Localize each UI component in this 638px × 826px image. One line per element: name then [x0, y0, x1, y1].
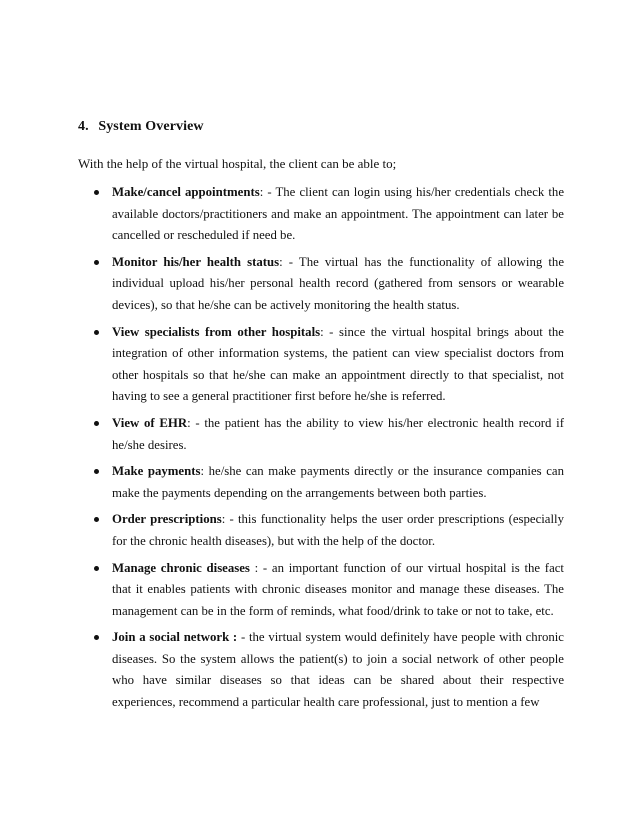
bullet-icon	[94, 330, 99, 335]
bullet-icon	[94, 260, 99, 265]
list-item	[78, 252, 564, 317]
bullet-icon	[94, 517, 99, 522]
list-item	[78, 461, 564, 504]
item-term: Make/cancel appointments	[112, 185, 260, 199]
item-text: : he/she can make payments directly or the insurance companies can make the payments depending on the arrangements between both parties.	[112, 464, 564, 500]
feature-list	[78, 182, 564, 719]
item-term: Manage chronic diseases	[112, 560, 250, 575]
bullet-icon	[94, 421, 99, 426]
item-term: View of EHR	[112, 415, 188, 430]
bullet-icon	[94, 469, 99, 474]
bullet-icon	[94, 566, 99, 571]
list-item	[78, 322, 564, 408]
list-item	[78, 182, 564, 247]
bullet-icon	[94, 190, 99, 195]
item-term: Make payments	[112, 464, 201, 479]
list-item	[78, 509, 564, 552]
list-item	[78, 627, 564, 713]
item-term: Order prescriptions	[112, 512, 222, 527]
item-text: : - this functionality helps the user order prescriptions (especially for the chronic health diseases), but with the help of the doctor.	[112, 512, 564, 548]
item-term: View specialists from other hospitals	[112, 324, 321, 339]
item-text: : - the patient has the ability to view his/her electronic health record if he/she desires.	[112, 415, 564, 452]
bullet-icon	[94, 635, 99, 640]
item-text: : - The client can login using his/her credentials check the available doctors/practitioners and make an appointment. The appointment can later be cancelled or rescheduled if need be.	[112, 185, 564, 243]
item-term: Monitor his/her health status	[112, 254, 280, 269]
item-text: - the virtual system would definitely have people with chronic diseases. So the system allows the patient(s) to join a social network of other people who have similar diseases so that ideas can be shared about their respective experiences, recommend a particular health care professional, just to mention a few	[112, 630, 564, 710]
item-term: Join a social network :	[112, 630, 238, 645]
list-item	[78, 558, 564, 623]
list-item	[78, 413, 564, 456]
intro-paragraph: With the help of the virtual hospital, the client can be able to;	[78, 156, 397, 171]
item-text: : - an important function of our virtual hospital is the fact that it enables patients with chronic diseases monitor and manage these diseases. The management can be in the form of reminds, what food/drink to take or not to take, etc.	[112, 560, 564, 618]
section-title: System Overview	[98, 119, 204, 134]
section-number: 4.	[78, 119, 89, 134]
section-heading	[78, 119, 204, 135]
item-text: : - since the virtual hospital brings about the integration of other information systems, the patient can view specialist doctors from other hospitals so that he/she can make an appointment directly to that specialist, not having to see a general practitioner first before he/she is referred.	[112, 324, 564, 404]
item-text: : - The virtual has the functionality of allowing the individual upload his/her personal health record (gathered from sensors or wearable devices), so that he/she can be actively monitoring the health status.	[112, 254, 565, 312]
